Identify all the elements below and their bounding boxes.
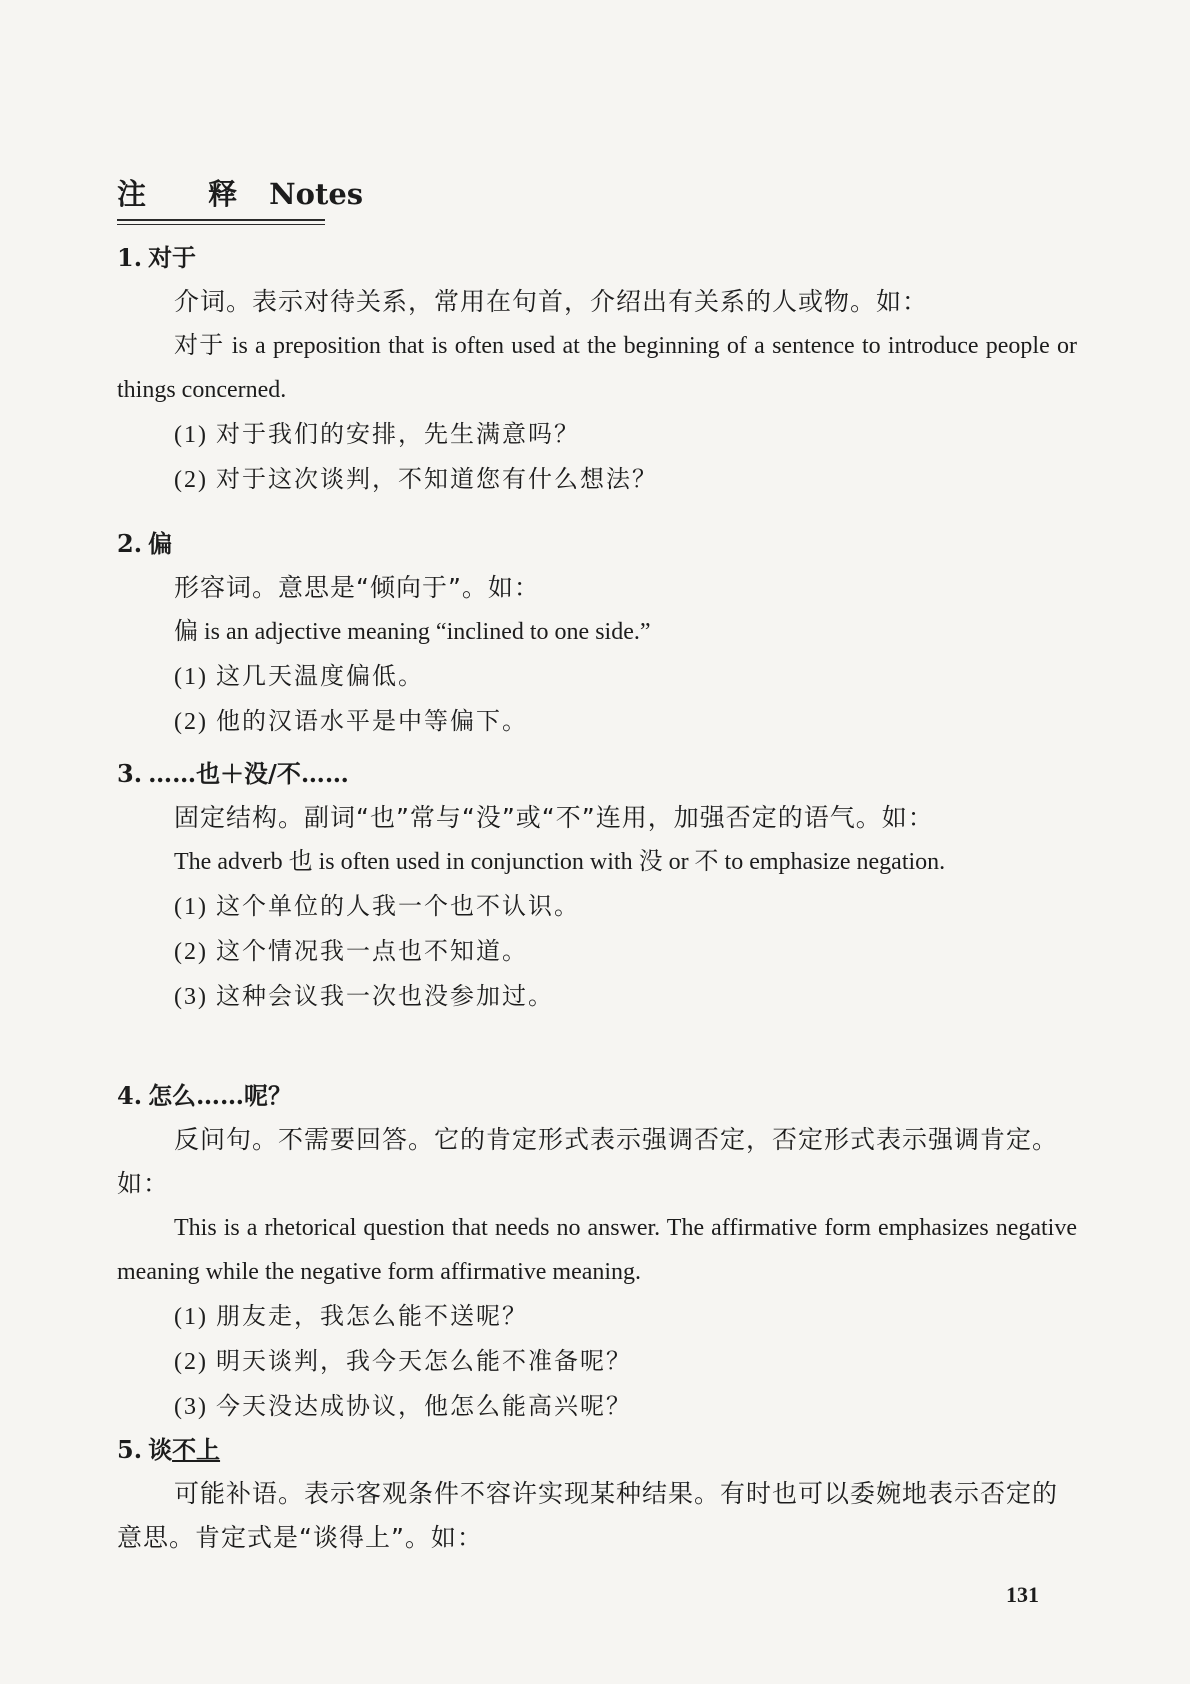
example-sentence [117,1384,1077,1429]
note-english-explanation: 偏 is an adjective meaning “inclined to one side.” [174,619,651,645]
note-english-explanation: The adverb 也 is often used in conjunction with 没 or 不 to emphasize negation. [174,849,946,875]
example-sentence [117,654,1077,699]
section-title [117,172,364,213]
note-chinese-explanation: 固定结构。副词“也”常与“没”或“不”连用，加强否定的语气。如： [174,803,934,832]
example-number: (1) [174,422,208,448]
note-4 [117,1082,1077,1429]
example-text: 这个单位的人我一个也不认识。 [215,892,580,920]
note-5 [117,1436,1077,1560]
note-number: 4. [117,1081,143,1110]
example-text: 这个情况我一点也不知道。 [215,937,528,965]
example-number: (3) [174,1394,208,1420]
example-number: (2) [174,467,208,493]
note-term-underlined: 不上 [172,1435,221,1464]
example-text: 对于我们的安排，先生满意吗？ [215,420,580,448]
note-number: 2. [117,529,143,558]
example-number: (2) [174,709,208,735]
example-number: (1) [174,1304,208,1330]
title-underline [117,219,325,221]
example-sentence [117,412,1077,457]
example-number: (2) [174,1349,208,1375]
note-chinese-explanation: 可能补语。表示客观条件不容许实现某种结果。有时也可以委婉地表示否定的意思。肯定式是“谈得上”。如： [117,1479,1059,1552]
example-sentence [117,699,1077,744]
example-sentence [117,1294,1077,1339]
note-heading [117,760,1077,788]
example-text: 这种会议我一次也没参加过。 [215,982,554,1010]
note-term: 对于 [148,243,197,272]
section-header [117,172,364,225]
note-chinese-explanation: 形容词。意思是“倾向于”。如： [174,573,540,602]
note-2 [117,530,1077,744]
example-number: (3) [174,984,208,1010]
example-sentence [117,929,1077,974]
example-text: 对于这次谈判，不知道您有什么想法？ [215,465,658,493]
note-term: 偏 [148,529,173,558]
section-title-chinese: 注 释 [117,177,264,211]
example-number: (1) [174,664,208,690]
note-number: 3. [117,759,143,788]
section-title-english: Notes [269,177,364,211]
note-term: 怎么……呢？ [148,1081,293,1110]
note-term: ……也＋没/不…… [148,759,349,788]
example-text: 朋友走，我怎么能不送呢？ [215,1302,528,1330]
note-heading [117,244,1077,272]
example-sentence [117,457,1077,502]
example-sentence [117,974,1077,1019]
note-number: 5. [117,1435,143,1464]
example-sentence [117,884,1077,929]
note-heading [117,1436,1077,1464]
example-text: 他的汉语水平是中等偏下。 [215,707,528,735]
note-english-explanation: This is a rhetorical question that needs no answer. The affirmative form emphasizes negative meaning while the negative form affirmative meaning. [117,1215,1077,1285]
note-3 [117,760,1077,1019]
title-underline-thin [117,224,325,225]
note-number: 1. [117,243,143,272]
example-number: (2) [174,939,208,965]
example-sentence [117,1339,1077,1384]
note-chinese-explanation: 反问句。不需要回答。它的肯定形式表示强调否定，否定形式表示强调肯定。如： [117,1125,1059,1198]
example-text: 明天谈判，我今天怎么能不准备呢？ [215,1347,632,1375]
note-term: 谈 [148,1435,173,1464]
example-text: 今天没达成协议，他怎么能高兴呢？ [215,1392,632,1420]
example-number: (1) [174,894,208,920]
note-heading [117,530,1077,558]
note-chinese-explanation: 介词。表示对待关系，常用在句首，介绍出有关系的人或物。如： [174,287,929,316]
note-heading [117,1082,1077,1110]
example-text: 这几天温度偏低。 [215,662,424,690]
page-number: 131 [1006,1582,1039,1607]
note-1 [117,244,1077,502]
note-english-explanation: 对于 is a preposition that is often used at the beginning of a sentence to introduce people or things concerned. [117,333,1077,403]
